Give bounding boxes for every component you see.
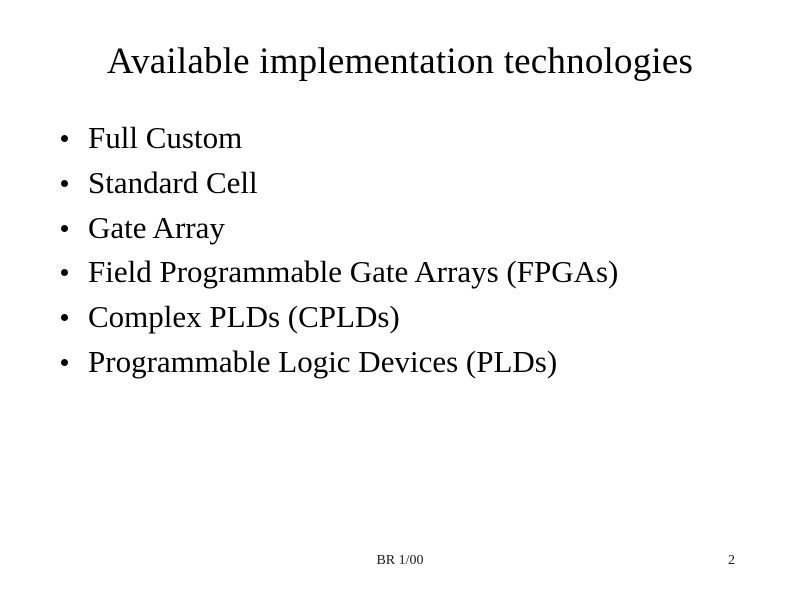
bullet-icon <box>61 269 68 276</box>
slide-title: Available implementation technologies <box>106 41 694 82</box>
bullet-icon <box>61 225 68 232</box>
list-item-label: Standard Cell <box>88 164 258 200</box>
bullet-icon <box>61 135 68 142</box>
bullet-icon <box>61 359 68 366</box>
list-item <box>60 206 760 251</box>
bullet-icon <box>61 180 68 187</box>
list-item <box>60 161 760 206</box>
bullet-list <box>60 116 760 385</box>
list-item <box>60 340 760 385</box>
list-item-label: Full Custom <box>88 120 243 155</box>
slide-page-number: 2 <box>728 553 735 568</box>
list-item <box>60 250 760 295</box>
list-item <box>60 295 760 340</box>
list-item-label: Field Programmable Gate Arrays (FPGAs) <box>88 254 619 290</box>
list-item <box>60 116 760 161</box>
list-item-label: Complex PLDs (CPLDs) <box>88 299 400 335</box>
list-item-label: Programmable Logic Devices (PLDs) <box>88 343 558 379</box>
bullet-icon <box>61 314 68 321</box>
slide-footer: BR 1/00 <box>376 553 424 568</box>
list-item-label: Gate Array <box>88 209 225 245</box>
